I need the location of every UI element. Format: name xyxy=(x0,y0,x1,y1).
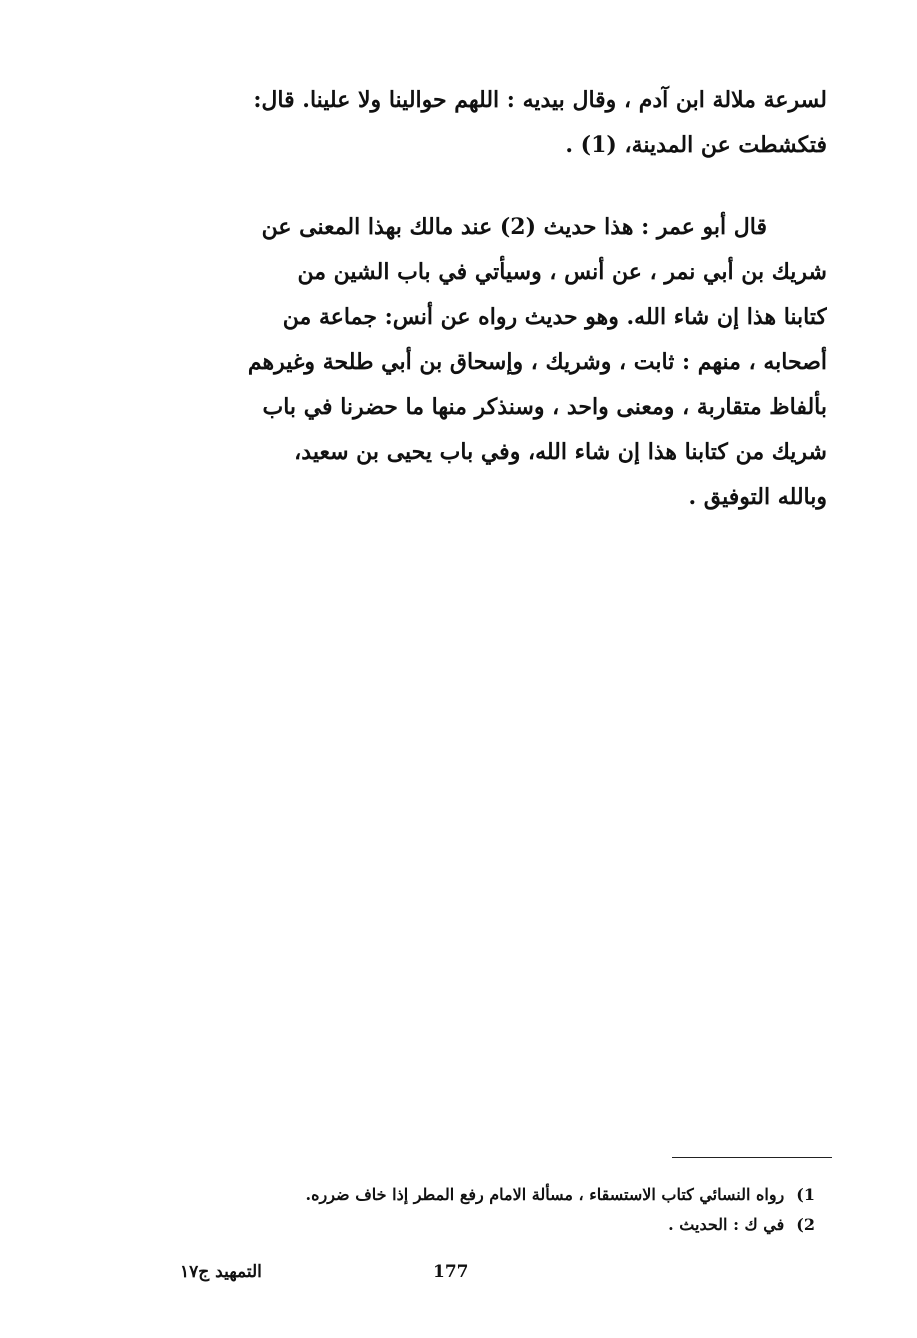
text-line: قال أبو عمر : هذا حديث (2) عند مالك بهذا المعنى عن xyxy=(261,214,767,240)
page-number: 177 xyxy=(433,1262,469,1282)
text-line: بألفاظ متقاربة ، ومعنى واحد ، وسنذكر منها ما حضرنا في باب xyxy=(262,394,827,420)
text-line: شريك من كتابنا هذا إن شاء الله، وفي باب يحيى بن سعيد، xyxy=(294,439,827,465)
footnote-1 xyxy=(195,1180,815,1210)
footnote-divider xyxy=(672,1157,832,1158)
footnote-number: 1) xyxy=(796,1185,815,1204)
text-line: لسرعة ملالة ابن آدم ، وقال بيديه : اللهم حوالينا ولا علينا. قال: xyxy=(253,87,827,113)
paragraph-1 xyxy=(175,78,827,168)
text-line: شريك بن أبي نمر ، عن أنس ، وسيأتي في باب الشين من xyxy=(297,259,827,285)
footnote-2 xyxy=(195,1210,815,1240)
text-line: فتكشطت عن المدينة، (1) . xyxy=(565,132,827,158)
running-title: التمهيد ج١٧ xyxy=(180,1262,262,1282)
footnote-text: رواه النسائي كتاب الاستسقاء ، مسألة الامام رفع المطر إذا خاف ضرره. xyxy=(305,1185,785,1204)
footnotes xyxy=(195,1180,815,1240)
text-line: وبالله التوفيق . xyxy=(688,484,827,510)
text-line: أصحابه ، منهم : ثابت ، وشريك ، وإسحاق بن أبي طلحة وغيرهم xyxy=(247,349,827,375)
paragraph-2 xyxy=(175,205,827,520)
footnote-number: 2) xyxy=(796,1215,815,1234)
footnote-text: في ك : الحديث . xyxy=(668,1215,785,1234)
text-line: كتابنا هذا إن شاء الله. وهو حديث رواه عن أنس: جماعة من xyxy=(282,304,827,330)
